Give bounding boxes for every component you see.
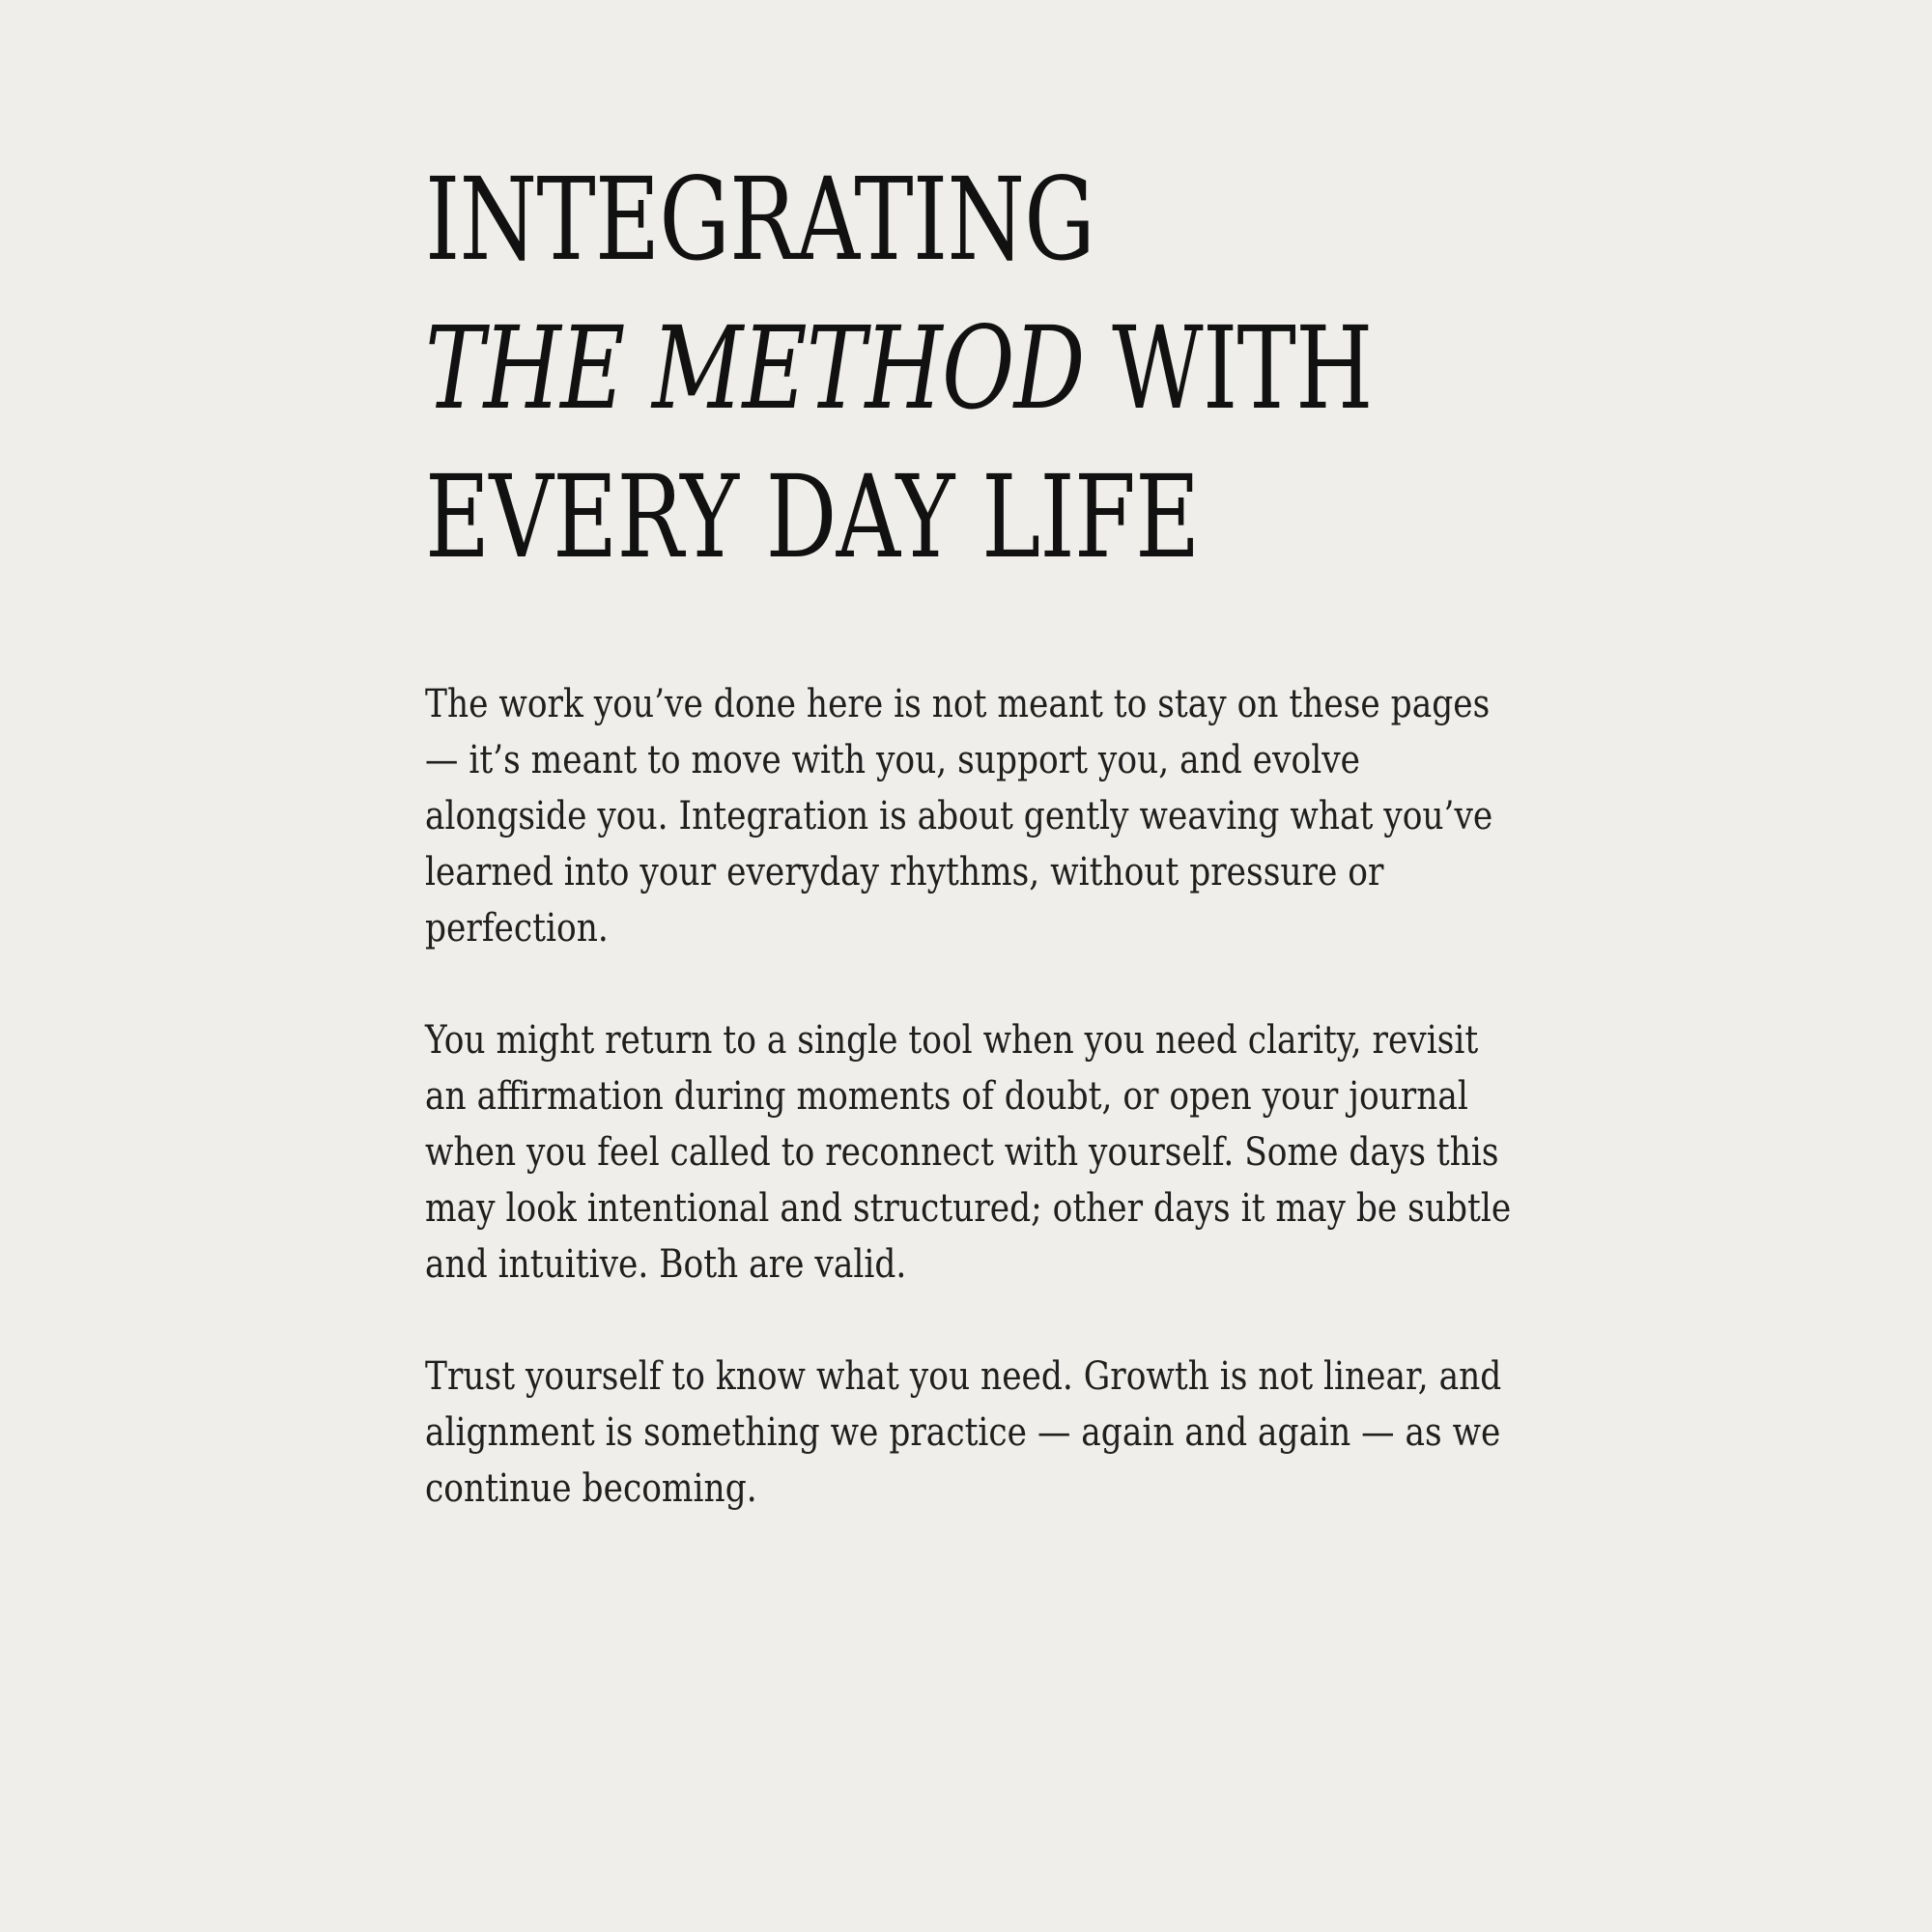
paragraph-1: The work you’ve done here is not meant to stay on these pages — it’s meant to move with you, support you, and evolve alongside you. Integration is about gently weaving what you’ve learned into your everyday rhythms, without pressure or perfection. bbox=[425, 682, 1493, 951]
page-title bbox=[425, 145, 1373, 591]
title-line-3: EVERY DAY LIFE bbox=[425, 450, 1200, 583]
title-line-2-rest: WITH bbox=[1084, 301, 1373, 435]
paragraph-2: You might return to a single tool when you need clarity, revisit an affirmation during moments of doubt, or open your journal when you feel called to reconnect with yourself. Some days this may look intentional and structured; other days it may be subtle and intuitive. Both are valid. bbox=[425, 1018, 1512, 1287]
paragraph-3: Trust yourself to know what you need. Growth is not linear, and alignment is something we practice — again and again — as we continue becoming. bbox=[425, 1354, 1502, 1511]
title-line-2 bbox=[425, 294, 1373, 442]
title-line-1: INTEGRATING bbox=[425, 153, 1094, 286]
title-emphasis: THE METHOD bbox=[425, 301, 1085, 435]
body-text bbox=[425, 676, 1536, 1573]
